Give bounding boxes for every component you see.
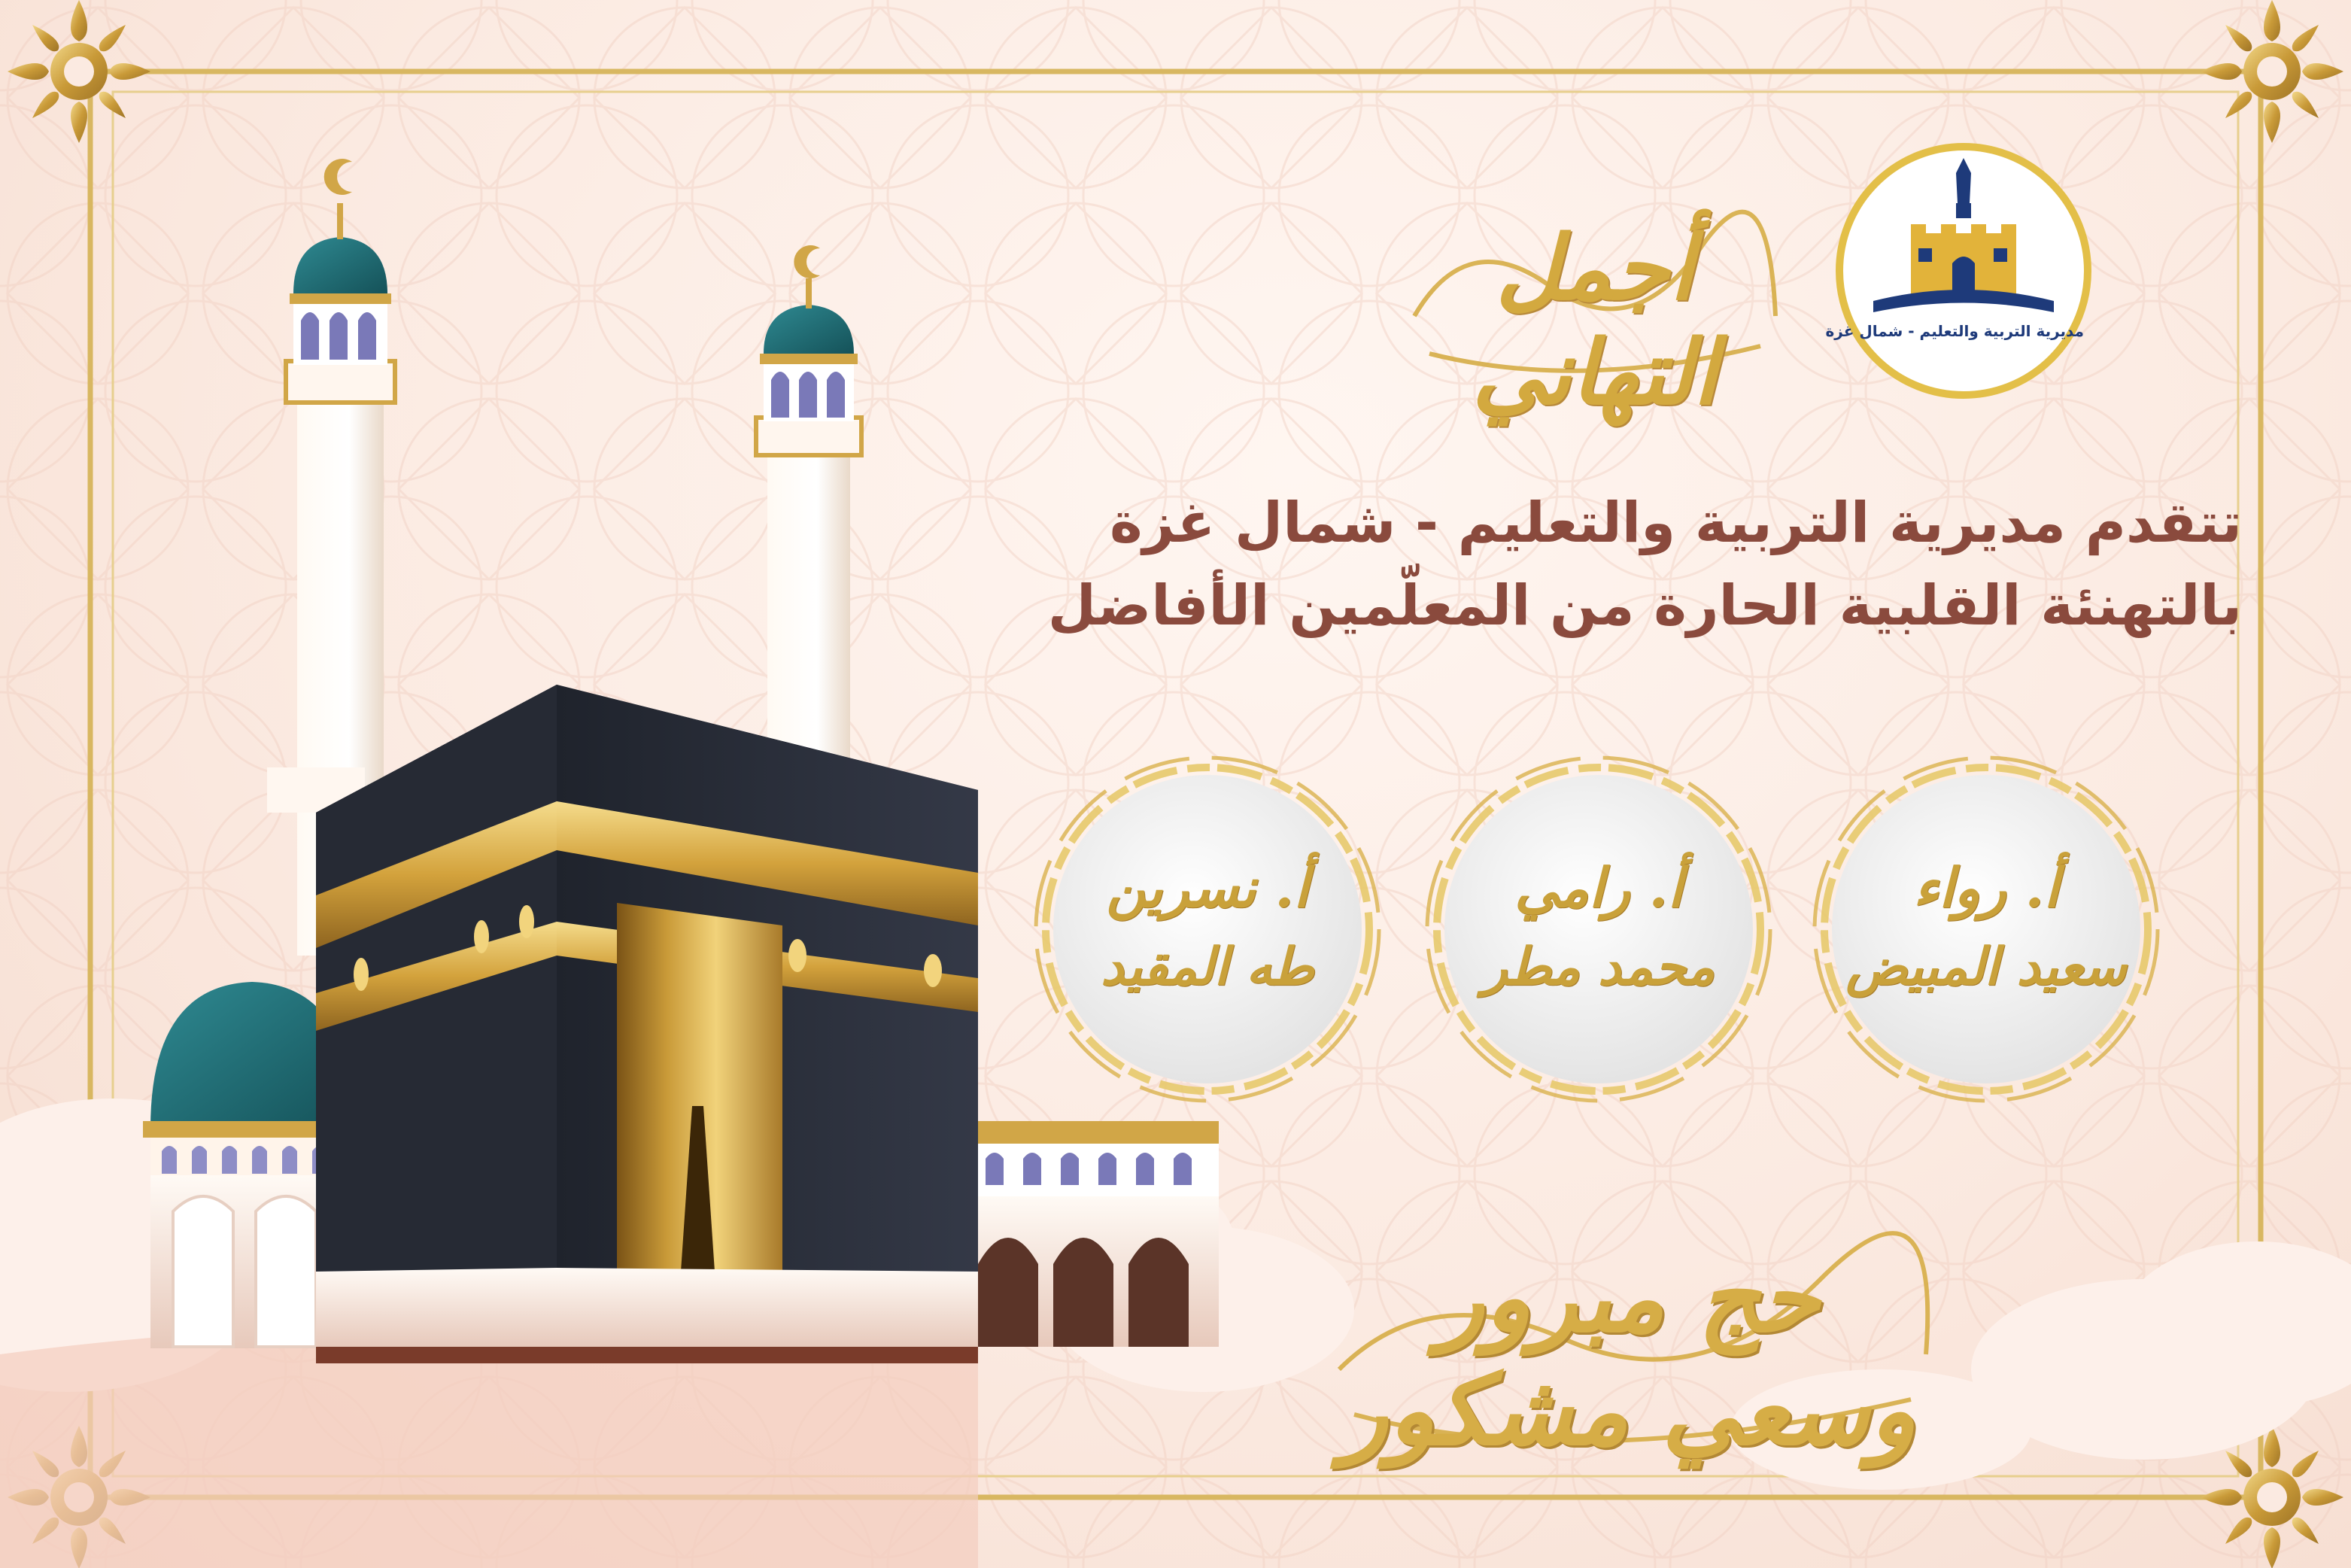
teacher-1-family: سعيد المبيض	[1845, 937, 2127, 997]
hajj-greeting	[1317, 1144, 1941, 1467]
header-line-1: تتقدم مديرية التربية والتعليم - شمال غزة	[1109, 491, 2242, 555]
teacher-2-name: أ. رامي	[1514, 855, 1683, 919]
calligraphy-title-text: أجمل التهاني	[1472, 215, 1718, 424]
teacher-3-name: أ. نسرين	[1106, 855, 1309, 919]
logo-caption: مديرية التربية والتعليم - شمال غزة	[1825, 322, 2084, 340]
teacher-circle-1	[1828, 771, 2144, 1087]
directorate-logo	[1825, 143, 2091, 399]
teacher-circle-2	[1441, 771, 1757, 1087]
teacher-1-name: أ. رواء	[1913, 855, 2059, 919]
teacher-circle-3	[1049, 771, 1365, 1087]
header-line-2: بالتهنئة القلبية الحارة من المعلّمين الأفاضل	[1047, 573, 2242, 638]
kaaba-icon	[316, 685, 978, 1363]
teacher-2-family: محمد مطر	[1482, 937, 1715, 997]
pen-castle-book-icon	[1825, 150, 2084, 391]
header-text	[828, 482, 2242, 647]
hajj-greeting-text: حج مبرور وسعي مشكور	[1341, 1241, 1916, 1467]
calligraphy-title	[1399, 143, 1791, 424]
teacher-3-family: طه المقيد	[1101, 937, 1314, 997]
